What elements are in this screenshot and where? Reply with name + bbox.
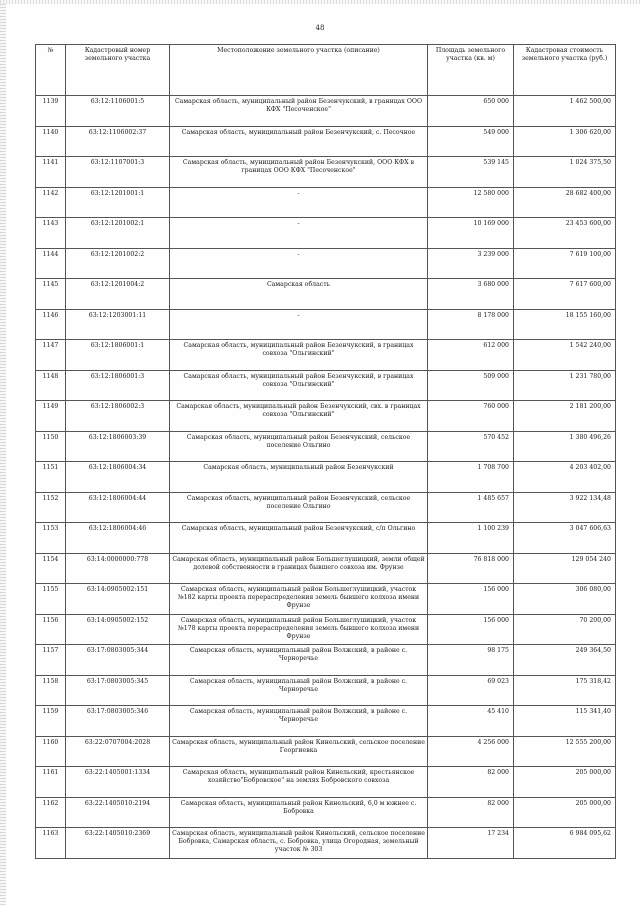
area-cell: 12 580 000	[428, 187, 514, 218]
row-number-cell: 1142	[36, 187, 66, 218]
table-row	[36, 462, 616, 493]
row-number-cell: 1152	[36, 492, 66, 523]
cadastral-cost-cell: 205 000,00	[514, 797, 616, 828]
row-number-cell: 1163	[36, 828, 66, 859]
cadastral-cost-cell: 3 047 606,63	[514, 523, 616, 554]
location-cell: Самарская область, муниципальный район Безенчукский, в границах ООО КФХ "Песоченское"	[170, 96, 428, 127]
table-row	[36, 797, 616, 828]
table-row	[36, 187, 616, 218]
cadastral-number-cell: 63:12:1106002:37	[66, 126, 170, 157]
row-number-cell: 1161	[36, 767, 66, 798]
cadastral-number-cell: 63:12:1203001:11	[66, 309, 170, 340]
header-area: Площадь земельного участка (кв. м)	[428, 45, 514, 96]
row-number-cell: 1139	[36, 96, 66, 127]
cadastral-number-cell: 63:22:1405010:2369	[66, 828, 170, 859]
area-cell: 3 239 000	[428, 248, 514, 279]
header-cadastral: Кадастровый номер земельного участка	[66, 45, 170, 96]
cadastral-cost-cell: 1 024 375,50	[514, 157, 616, 188]
area-cell: 98 175	[428, 645, 514, 676]
area-cell: 760 000	[428, 401, 514, 432]
location-cell: Самарская область, муниципальный район Кинельский, 6,0 м южнее с. Бобровка	[170, 797, 428, 828]
cadastral-cost-cell: 23 453 600,00	[514, 218, 616, 249]
table-row	[36, 218, 616, 249]
table-row	[36, 492, 616, 523]
area-cell: 10 169 000	[428, 218, 514, 249]
location-cell: Самарская область, муниципальный район Безенчукский, в границах совхоза "Ольгинский"	[170, 370, 428, 401]
cadastral-cost-cell: 6 984 095,62	[514, 828, 616, 859]
cadastral-cost-cell: 1 231 780,00	[514, 370, 616, 401]
location-cell: Самарская область, муниципальный район Большеглушицкий, участок №178 карты проекта перераспределения земель бывшего колхоза имени Фрунзе	[170, 614, 428, 645]
cadastral-number-cell: 63:17:0803005:344	[66, 645, 170, 676]
location-cell: Самарская область, муниципальный район Безенчукский, свх. в границах совхоза "Ольгинский"	[170, 401, 428, 432]
cadastral-number-cell: 63:12:1806001:3	[66, 370, 170, 401]
cadastral-cost-cell: 3 922 134,48	[514, 492, 616, 523]
table-row	[36, 248, 616, 279]
cadastral-cost-cell: 7 619 100,00	[514, 248, 616, 279]
area-cell: 650 000	[428, 96, 514, 127]
table-body	[36, 96, 616, 859]
row-number-cell: 1145	[36, 279, 66, 310]
table-row	[36, 370, 616, 401]
cadastral-number-cell: 63:12:1806004:46	[66, 523, 170, 554]
area-cell: 45 410	[428, 706, 514, 737]
table-row	[36, 645, 616, 676]
location-cell: Самарская область, муниципальный район Безенчукский	[170, 462, 428, 493]
cadastral-number-cell: 63:17:0803005:346	[66, 706, 170, 737]
cadastral-number-cell: 63:12:1806004:34	[66, 462, 170, 493]
header-cost: Кадастровая стоимость земельного участка (руб.)	[514, 45, 616, 96]
row-number-cell: 1149	[36, 401, 66, 432]
area-cell: 549 000	[428, 126, 514, 157]
cadastral-cost-cell: 1 462 500,00	[514, 96, 616, 127]
area-cell: 4 256 000	[428, 736, 514, 767]
location-cell: Самарская область, муниципальный район Кинельский, крестьянское хозяйство"Бобровское" на землях Бобровского совхоза	[170, 767, 428, 798]
cadastral-number-cell: 63:12:1201002:2	[66, 248, 170, 279]
location-cell: Самарская область, муниципальный район Безенчукский, в границах совхоза "Ольгинский"	[170, 340, 428, 371]
row-number-cell: 1162	[36, 797, 66, 828]
row-number-cell: 1156	[36, 614, 66, 645]
row-number-cell: 1157	[36, 645, 66, 676]
cadastral-number-cell: 63:12:1107001:3	[66, 157, 170, 188]
area-cell: 1 485 657	[428, 492, 514, 523]
area-cell: 156 000	[428, 614, 514, 645]
cadastral-cost-cell: 205 000,00	[514, 767, 616, 798]
cadastral-cost-cell: 249 364,50	[514, 645, 616, 676]
cadastral-number-cell: 63:12:1201004:2	[66, 279, 170, 310]
row-number-cell: 1158	[36, 675, 66, 706]
area-cell: 156 000	[428, 584, 514, 615]
location-cell: Самарская область, муниципальный район Кинельский, сельское поселение Бобровка, Самарская область, с. Бобровка, улица Огородная, земельный участок № 303	[170, 828, 428, 859]
row-number-cell: 1141	[36, 157, 66, 188]
location-cell: Самарская область, муниципальный район Волжский, в районе с. Черноречье	[170, 675, 428, 706]
cadastral-number-cell: 63:12:1106001:5	[66, 96, 170, 127]
table-row	[36, 584, 616, 615]
row-number-cell: 1146	[36, 309, 66, 340]
area-cell: 76 818 000	[428, 553, 514, 584]
table-row	[36, 401, 616, 432]
location-cell: -	[170, 218, 428, 249]
table-row	[36, 614, 616, 645]
table-row	[36, 523, 616, 554]
cadastral-number-cell: 63:12:1806002:3	[66, 401, 170, 432]
location-cell: Самарская область, муниципальный район Безенчукский, ООО КФХ в границах ООО КФХ "Песоченское"	[170, 157, 428, 188]
area-cell: 509 000	[428, 370, 514, 401]
row-number-cell: 1154	[36, 553, 66, 584]
cadastral-cost-cell: 175 318,42	[514, 675, 616, 706]
page-number: 48	[315, 24, 325, 32]
location-cell: Самарская область, муниципальный район Волжский, в районе с. Черноречье	[170, 645, 428, 676]
cadastral-cost-cell: 115 341,40	[514, 706, 616, 737]
area-cell: 8 178 000	[428, 309, 514, 340]
cadastral-cost-cell: 129 054 240	[514, 553, 616, 584]
location-cell: Самарская область, муниципальный район Большеглушицкий, участок №182 карты проекта перераспределения земель бывшего колхоза имени Фрунзе	[170, 584, 428, 615]
row-number-cell: 1147	[36, 340, 66, 371]
cadastral-cost-cell: 1 542 240,00	[514, 340, 616, 371]
cadastral-number-cell: 63:17:0803005:345	[66, 675, 170, 706]
location-cell: Самарская область, муниципальный район Большеглушицкий, земли общей долевой собственности в границах бывшего совхоза им. Фрунзе	[170, 553, 428, 584]
cadastral-number-cell: 63:14:0000000:778	[66, 553, 170, 584]
cadastral-cost-cell: 1 306 620,00	[514, 126, 616, 157]
scan-edge-left	[0, 0, 6, 905]
area-cell: 17 234	[428, 828, 514, 859]
table-header-row	[36, 45, 616, 96]
location-cell: Самарская область, муниципальный район Безенчукский, с. Песочное	[170, 126, 428, 157]
area-cell: 3 680 000	[428, 279, 514, 310]
header-location: Местоположение земельного участка (описание)	[170, 45, 428, 96]
table-row	[36, 736, 616, 767]
cadastral-cost-cell: 18 155 160,00	[514, 309, 616, 340]
cadastral-number-cell: 63:22:1405010:2194	[66, 797, 170, 828]
row-number-cell: 1150	[36, 431, 66, 462]
table-row	[36, 96, 616, 127]
location-cell: Самарская область, муниципальный район Безенчукский, сельское поселение Ольгино	[170, 492, 428, 523]
cadastral-number-cell: 63:12:1806003:39	[66, 431, 170, 462]
cadastral-cost-cell: 28 682 400,00	[514, 187, 616, 218]
area-cell: 1 708 700	[428, 462, 514, 493]
area-cell: 82 000	[428, 767, 514, 798]
row-number-cell: 1153	[36, 523, 66, 554]
table-row	[36, 767, 616, 798]
area-cell: 1 100 239	[428, 523, 514, 554]
row-number-cell: 1151	[36, 462, 66, 493]
location-cell: Самарская область, муниципальный район Кинельский, сельское поселение Георгиевка	[170, 736, 428, 767]
location-cell: Самарская область, муниципальный район Волжский, в районе с. Черноречье	[170, 706, 428, 737]
table-row	[36, 706, 616, 737]
table-row	[36, 553, 616, 584]
cadastral-cost-cell: 7 617 600,00	[514, 279, 616, 310]
header-num: №	[36, 45, 66, 96]
cadastral-number-cell: 63:22:1405001:1334	[66, 767, 170, 798]
cadastral-cost-cell: 12 555 200,00	[514, 736, 616, 767]
location-cell: -	[170, 187, 428, 218]
location-cell: Самарская область	[170, 279, 428, 310]
land-plots-table	[35, 44, 616, 859]
row-number-cell: 1140	[36, 126, 66, 157]
location-cell: Самарская область, муниципальный район Безенчукский, сельское поселение Ольгино	[170, 431, 428, 462]
row-number-cell: 1159	[36, 706, 66, 737]
table-row	[36, 279, 616, 310]
area-cell: 69 023	[428, 675, 514, 706]
cadastral-cost-cell: 2 181 200,00	[514, 401, 616, 432]
row-number-cell: 1143	[36, 218, 66, 249]
table-row	[36, 828, 616, 859]
area-cell: 82 000	[428, 797, 514, 828]
cadastral-number-cell: 63:12:1201001:1	[66, 187, 170, 218]
location-cell: -	[170, 309, 428, 340]
table-row	[36, 675, 616, 706]
cadastral-number-cell: 63:22:0707004:2028	[66, 736, 170, 767]
cadastral-number-cell: 63:14:0905002:152	[66, 614, 170, 645]
cadastral-cost-cell: 1 380 496,26	[514, 431, 616, 462]
cadastral-cost-cell: 306 080,00	[514, 584, 616, 615]
scan-edge-top	[0, 0, 640, 4]
area-cell: 539 145	[428, 157, 514, 188]
location-cell: Самарская область, муниципальный район Безенчукский, с/п Ольгино	[170, 523, 428, 554]
cadastral-number-cell: 63:14:0905002:151	[66, 584, 170, 615]
table-row	[36, 126, 616, 157]
row-number-cell: 1144	[36, 248, 66, 279]
table-row	[36, 309, 616, 340]
row-number-cell: 1155	[36, 584, 66, 615]
cadastral-cost-cell: 70 200,00	[514, 614, 616, 645]
cadastral-number-cell: 63:12:1201002:1	[66, 218, 170, 249]
area-cell: 570 452	[428, 431, 514, 462]
cadastral-cost-cell: 4 203 402,00	[514, 462, 616, 493]
table-row	[36, 340, 616, 371]
cadastral-number-cell: 63:12:1806004:44	[66, 492, 170, 523]
table-row	[36, 157, 616, 188]
location-cell: -	[170, 248, 428, 279]
cadastral-number-cell: 63:12:1806001:1	[66, 340, 170, 371]
table-row	[36, 431, 616, 462]
row-number-cell: 1160	[36, 736, 66, 767]
row-number-cell: 1148	[36, 370, 66, 401]
area-cell: 612 000	[428, 340, 514, 371]
